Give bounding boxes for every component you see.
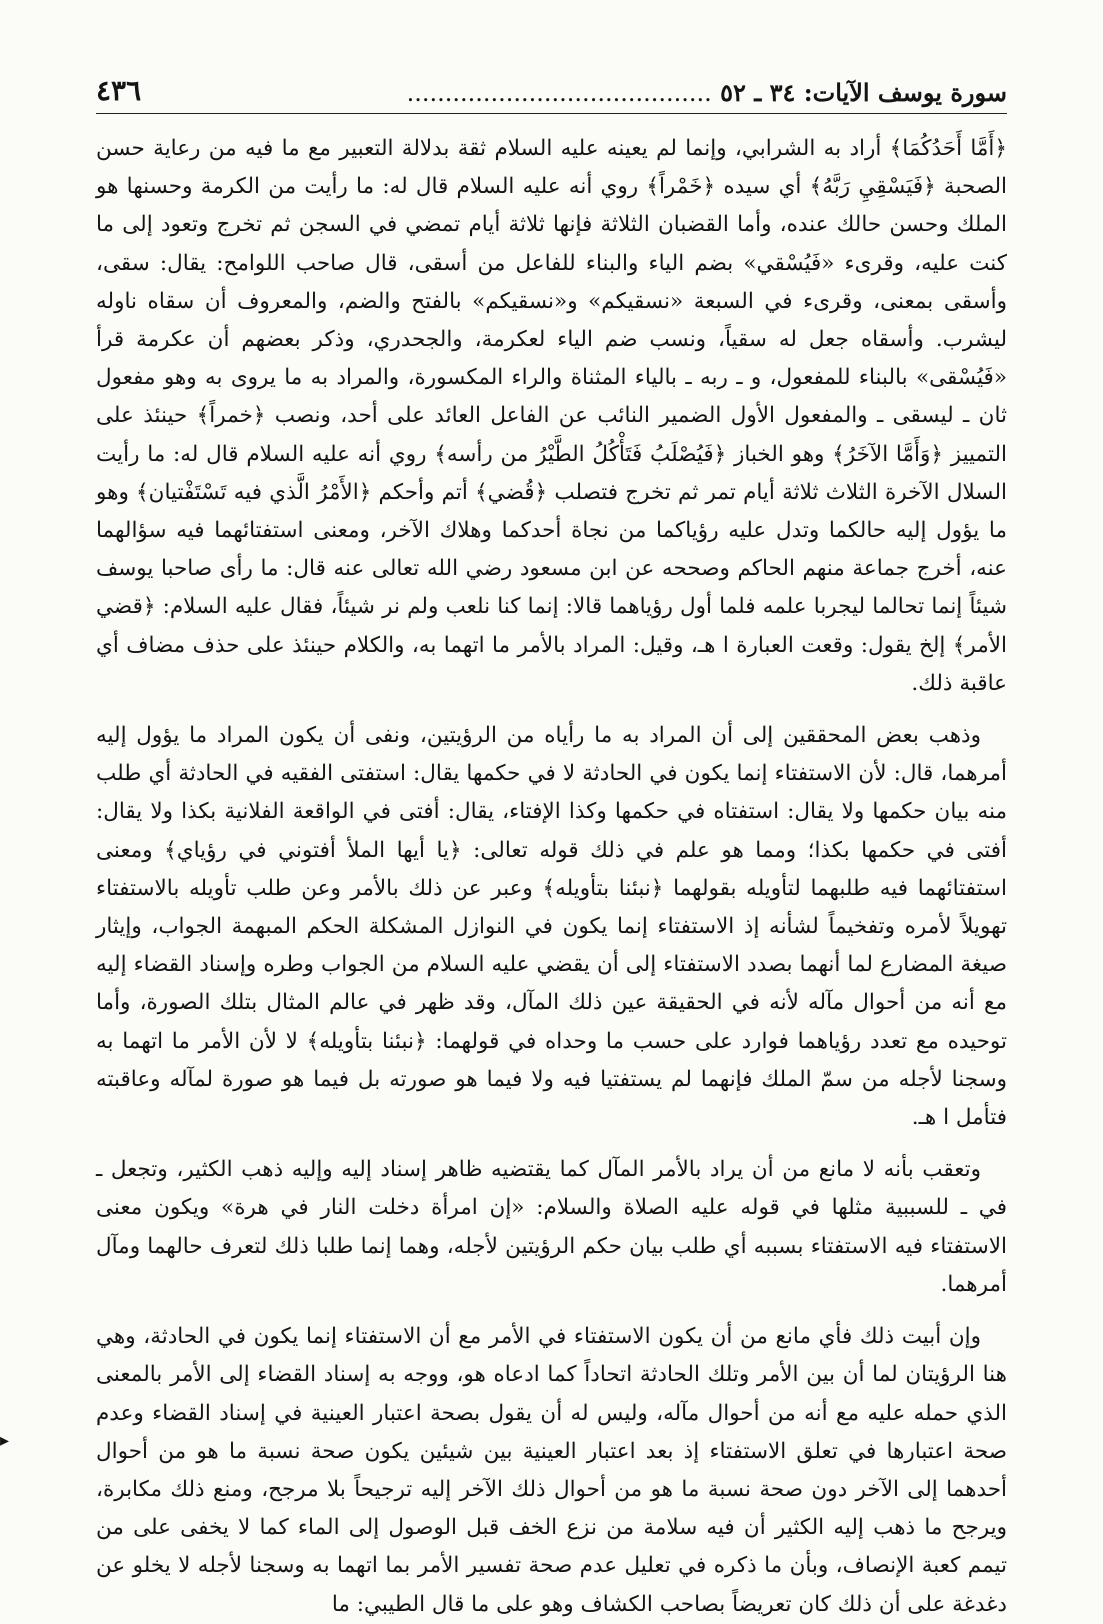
running-title-text: سورة يوسف الآيات: ٣٤ ـ ٥٢: [720, 78, 1007, 107]
leader-dots: ........................................: [406, 79, 712, 107]
paragraph: وتعقب بأنه لا مانع من أن يراد بالأمر المآل كما يقتضيه ظاهر إسناد إليه وإليه ذهب الكثير، وتجعل ـ في ـ للسببية مثلها في قوله عليه الصلاة والسلام: «إن امرأة دخلت النار في هرة» ويكون معنى الاستفتاء فيه الاستفتاء بسببه أي طلب بيان حكم الرؤيتين لأجله، وهما إنما طلبا ذلك لتعرف حالهما ومآل أمرهما.: [96, 1157, 1007, 1297]
paragraph: وإن أبيت ذلك فأي مانع من أن يكون الاستفتاء في الأمر مع أن الاستفتاء إنما يكون في الحادثة، وهي هنا الرؤيتان لما أن بين الأمر وتلك الحادثة اتحاداً كما ادعاه هو، ووجه به إسناد القضاء إلى الأمر بالمعنى الذي حمله عليه مع أنه من أحوال مآله، وليس له أن يقول بصحة اعتبار العينية في إسناد القضاء وعدم صحة اعتبارها في تعلق الاستفتاء إذ بعد اعتبار العينية بين شيئين يكون صحة نسبة ما هو من أحوال أحدهما إلى الآخر دون صحة نسبة ما هو من أحوال ذلك الآخر إليه ترجيحاً بلا مرجح، ومنع ذلك مكابرة، ويرجح ما ذهب إليه الكثير أن فيه سلامة من نزع الخف قبل الوصول إلى الماء كما لا يخفى على من تيمم كعبة الإنصاف، وبأن ما ذكره في تعليل عدم صحة تفسير الأمر بما اتهما به وسجنا لأجله لا يخلو عن دغدغة على أن ذلك كان تعريضاً بصاحب الكشاف وهو على ما قال الطيبي: ما: [96, 1324, 1007, 1617]
paragraph: وذهب بعض المحققين إلى أن المراد به ما رأياه من الرؤيتين، ونفى أن يكون المراد ما يؤول إليه أمرهما، قال: لأن الاستفتاء إنما يكون في الحادثة لا في حكمها يقال: استفتى الفقيه في الحادثة أي طلب منه بيان حكمها ولا يقال: استفتاه في حكمها وكذا الإفتاء، يقال: أفتى في الواقعة الفلانية بكذا ولا يقال: أفتى في حكمها بكذا؛ ومما هو علم في ذلك قوله تعالى: ﴿يا أيها الملأ أفتوني في رؤياي﴾ ومعنى استفتائهما فيه طلبهما لتأويله بقولهما ﴿نبئنا بتأويله﴾ وعبر عن ذلك بالأمر وعن طلب تأويله بالاستفتاء تهويلاً لأمره وتفخيماً لشأنه إذ الاستفتاء إنما يكون في النوازل المشكلة الحكم المبهمة الجواب، وإيثار صيغة المضارع لما أنهما بصدد الاستفتاء إلى أن يقضي عليه السلام من الجواب وطره وإسناد القضاء إليه مع أنه من أحوال مآله لأنه في الحقيقة عين ذلك المآل، وقد ظهر في عالم المثال بتلك الصورة، وأما توحيده مع تعدد رؤياهما فوارد على حسب ما وحداه في قولهما: ﴿نبئنا بتأويله﴾ لا لأن الأمر ما اتهما به وسجنا لأجله من سمّ الملك فإنهما لم يستفتيا فيه ولا فيما هو صورته بل فيما هو صورة لمآله وعاقبته فتأمل ا هـ.: [96, 723, 1007, 1131]
page-header: [96, 58, 1007, 114]
margin-mark: ▸: [0, 1430, 10, 1451]
page-number: ٤٣٦: [96, 74, 142, 107]
body-text: [96, 130, 1007, 1624]
running-title: [395, 78, 1007, 107]
paragraph: ﴿أَمَّا أَحَدُكُمَا﴾ أراد به الشرابي، وإنما لم يعينه عليه السلام ثقة بدلالة التعبير مع ما فيه من رعاية حسن الصحبة ﴿فَيَسْقِيِ رَبَّهُ﴾ أي سيده ﴿خَمْراً﴾ روي أنه عليه السلام قال له: ما رأيت من الكرمة وحسنها هو الملك وحسن حالك عنده، وأما القضبان الثلاثة فإنها ثلاثة أيام تمضي في السجن ثم تخرج وتعود إلى ما كنت عليه، وقرىء «فَيُسْقي» بضم الياء والبناء للفاعل من أسقى، قال صاحب اللوامح: يقال: سقى، وأسقى بمعنى، وقرىء في السبعة «نسقيكم» و«نسقيكم» بالفتح والضم، والمعروف أن سقاه ناوله ليشرب. وأسقاه جعل له سقياً، ونسب ضم الياء لعكرمة، والجحدري، وذكر بعضهم أن عكرمة قرأ «فَيُسْقى» بالبناء للمفعول، و ـ ربه ـ بالياء المثناة والراء المكسورة، والمراد به ما يروى به وهو مفعول ثان ـ ليسقى ـ والمفعول الأول الضمير النائب عن الفاعل العائد على أحد، ونصب ﴿خمراً﴾ حينئذ على التمييز ﴿وَأَمَّا الآخَرُ﴾ وهو الخباز ﴿فَيُصْلَبُ فَتَأْكُلُ الطَّيْرُ من رأسه﴾ روي أنه عليه السلام قال له: ما رأيت السلال الآخرة الثلاث ثلاثة أيام تمر ثم تخرج فتصلب ﴿قُضي﴾ أتم وأحكم ﴿الأَمْرُ الَّذي فيه تَسْتَفْتيان﴾ وهو ما يؤول إليه حالكما وتدل عليه رؤياكما من نجاة أحدكما وهلاك الآخر، ومعنى استفتائهما فيه سؤالهما عنه، أخرج جماعة منهم الحاكم وصححه عن ابن مسعود رضي الله تعالى عنه قال: ما رأى صاحبا يوسف شيئاً إنما تحالما ليجربا علمه فلما أول رؤياهما قالا: إنما كنا نلعب ولم نر شيئاً، فقال عليه السلام: ﴿قضي الأمر﴾ إلخ يقول: وقعت العبارة ا هـ، وقيل: المراد بالأمر ما اتهما به، والكلام حينئذ على حذف مضاف أي عاقبة ذلك.: [96, 136, 1007, 696]
